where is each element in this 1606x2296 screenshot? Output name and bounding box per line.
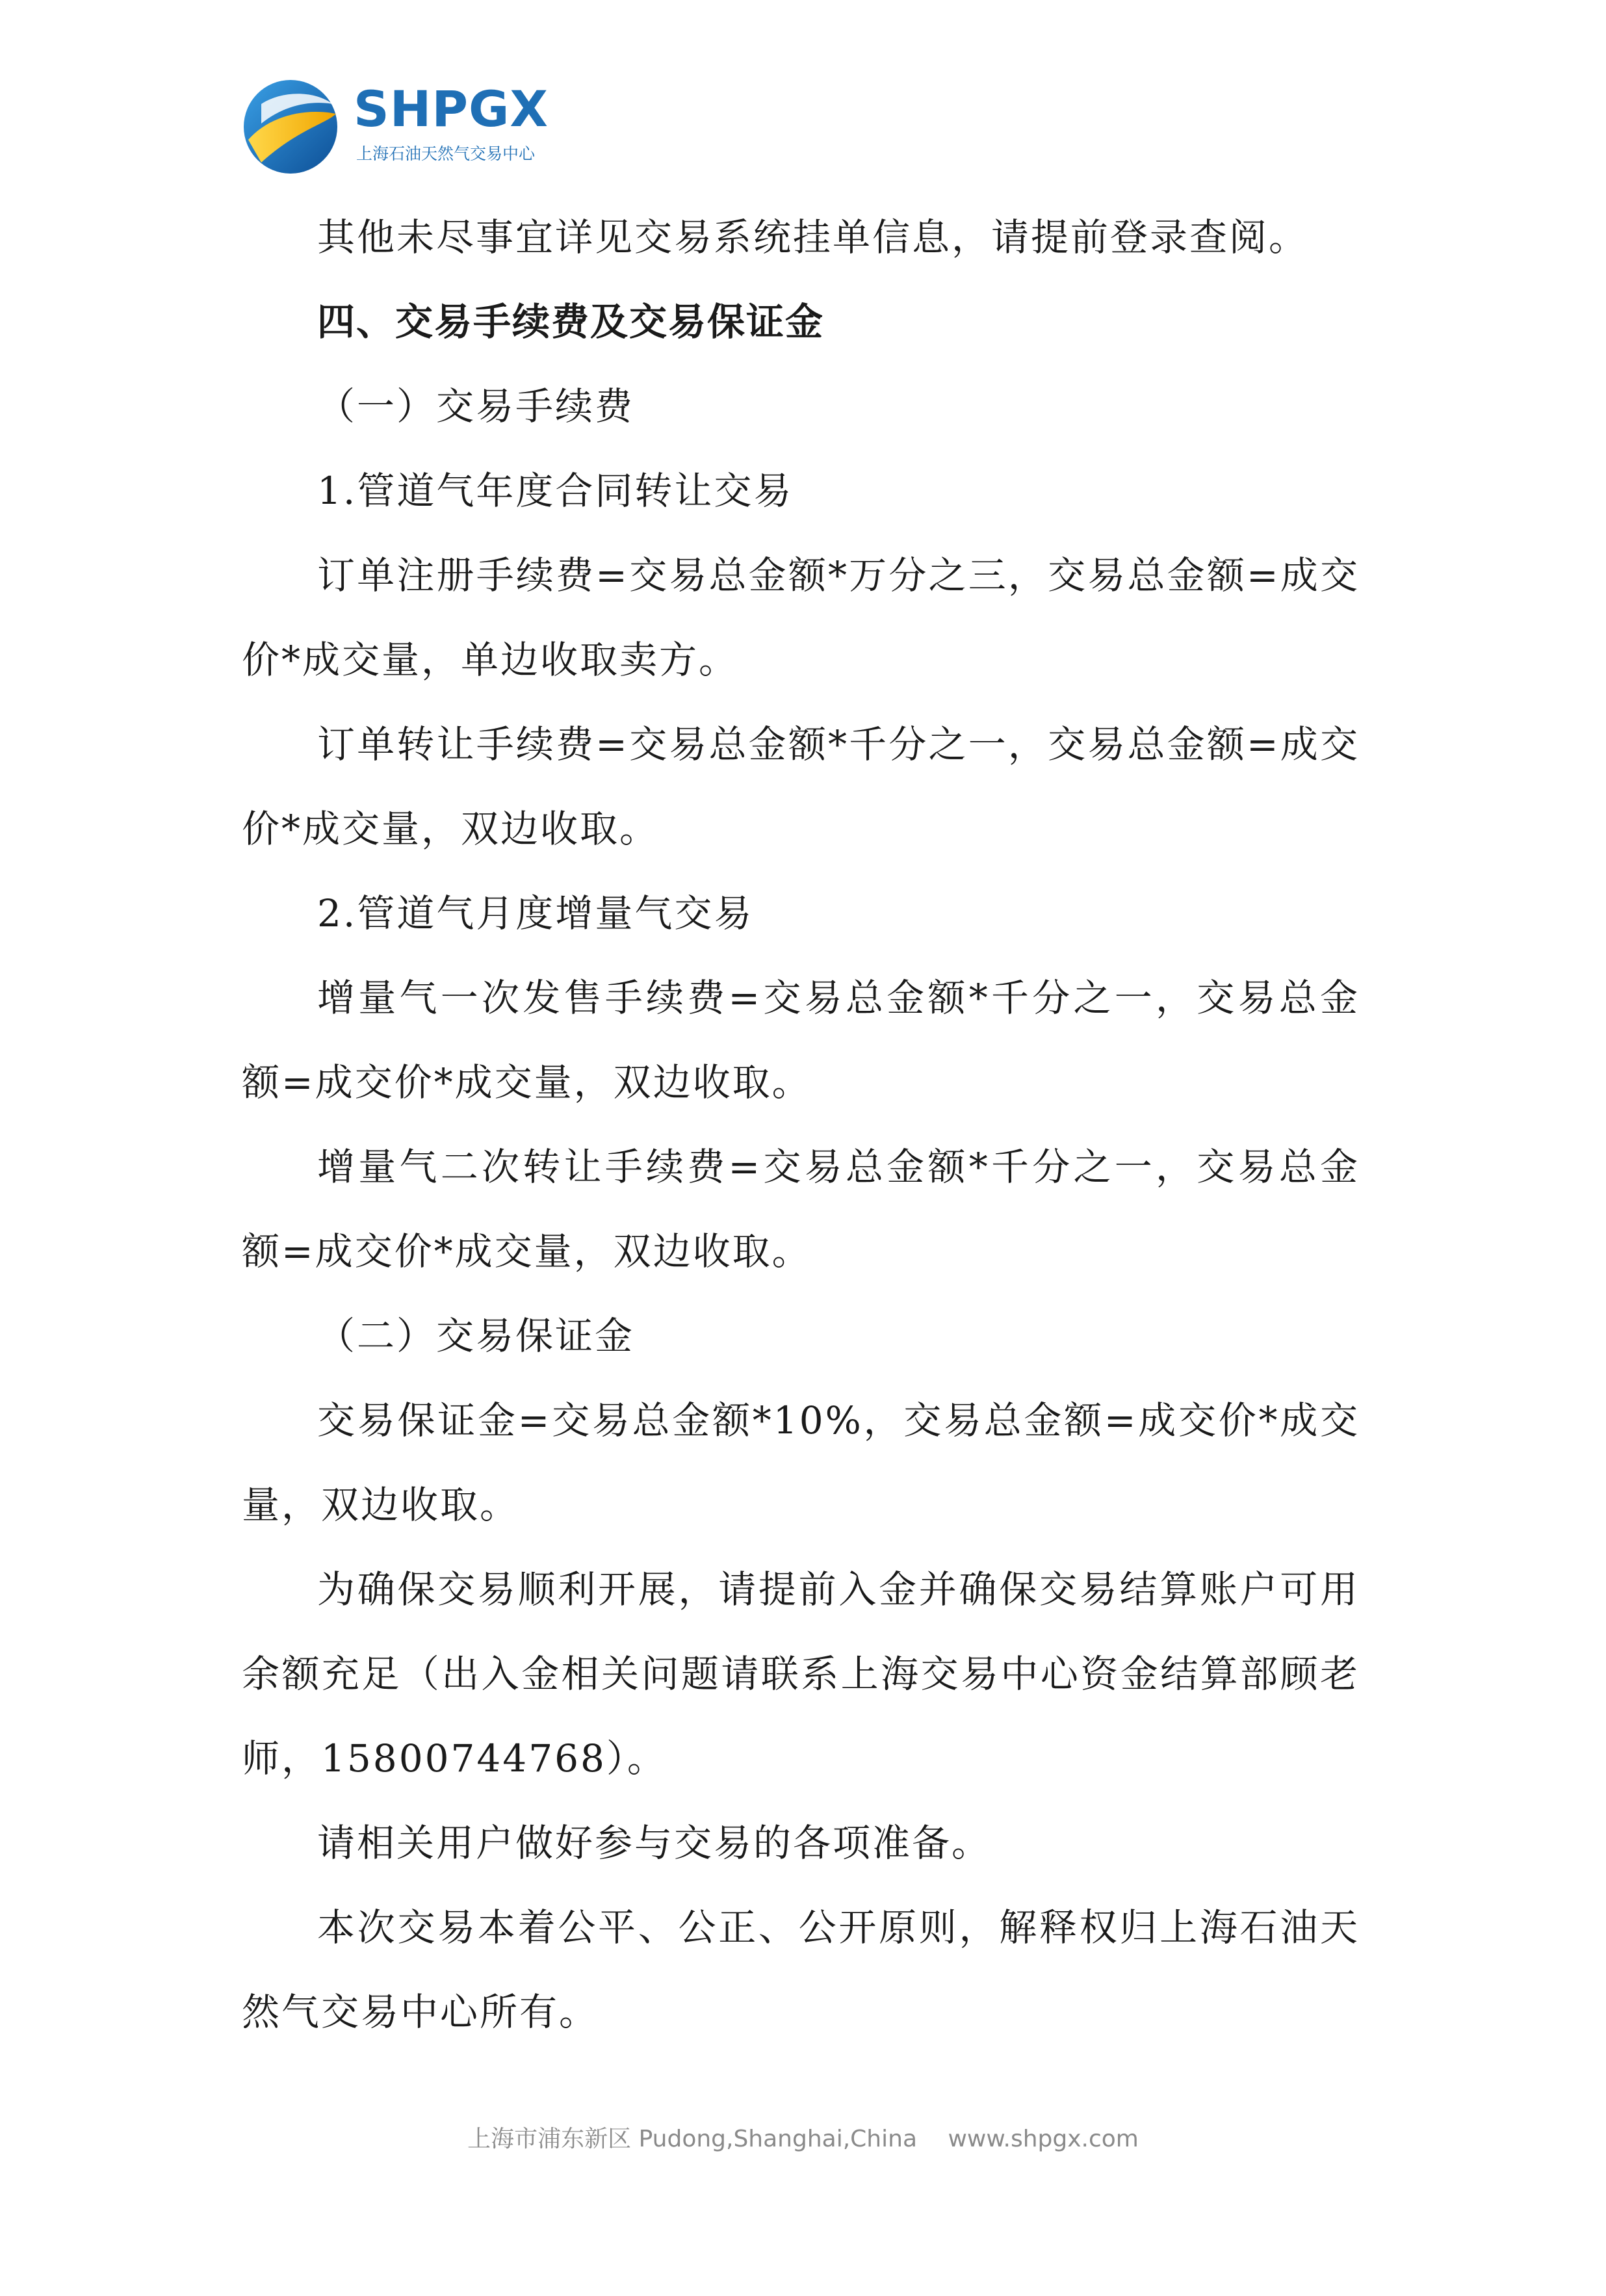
paragraph-deposit-formula: 交易保证金=交易总金额*10%，交易总金额=成交价*成交量，双边收取。 (242, 1398, 1360, 1527)
footer-website: www.shpgx.com (948, 2126, 1139, 2152)
paragraph-interpretation-rights: 本次交易本着公平、公正、公开原则，解释权归上海石油天然气交易中心所有。 (242, 1905, 1360, 2034)
paragraph-order-registration-fee: 订单注册手续费=交易总金额*万分之三，交易总金额=成交价*成交量，单边收取卖方。 (242, 553, 1360, 682)
paragraph-funding-notice: 为确保交易顺利开展，请提前入金并确保交易结算账户可用余额充足（出入金相关问题请联系上海交易中心资金结算部顾老师，15800744768）。 (242, 1567, 1360, 1781)
page-footer (0, 2120, 1606, 2154)
logo-subtitle: 上海石油天然气交易中心 (356, 144, 536, 163)
section-heading-fees-deposit: 四、交易手续费及交易保证金 (317, 300, 825, 344)
item-monthly-incremental-gas: 2.管道气月度增量气交易 (317, 891, 754, 935)
paragraph-order-transfer-fee: 订单转让手续费=交易总金额*千分之一，交易总金额=成交价*成交量，双边收取。 (242, 722, 1360, 851)
shpgx-logo (242, 73, 580, 177)
item-annual-contract-transfer: 1.管道气年度合同转让交易 (317, 469, 794, 513)
subsection-trading-deposit: （二）交易保证金 (317, 1314, 635, 1358)
paragraph-preparation-notice: 请相关用户做好参与交易的各项准备。 (317, 1821, 992, 1865)
paragraph-secondary-transfer-fee: 增量气二次转让手续费=交易总金额*千分之一，交易总金额=成交价*成交量，双边收取。 (242, 1145, 1360, 1273)
logo-wordmark: SHPGX (354, 80, 549, 138)
subsection-trading-fees: （一）交易手续费 (317, 384, 635, 428)
document-body (242, 195, 1360, 2054)
footer-address: 上海市浦东新区 Pudong,Shanghai,China (467, 2126, 918, 2152)
shpgx-logo-icon (242, 78, 339, 176)
paragraph-primary-sale-fee: 增量气一次发售手续费=交易总金额*千分之一，交易总金额=成交价*成交量，双边收取。 (242, 976, 1360, 1104)
paragraph-other-matters: 其他未尽事宜详见交易系统挂单信息，请提前登录查阅。 (317, 215, 1309, 259)
